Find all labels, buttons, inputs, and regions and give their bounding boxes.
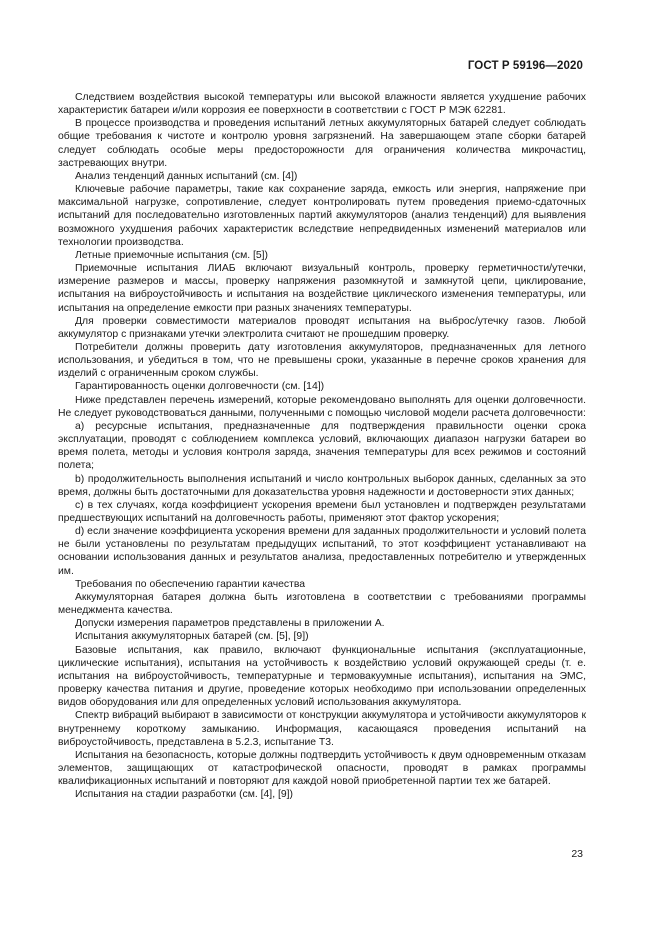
paragraph: Приемочные испытания ЛИАБ включают визуальный контроль, проверку герметичности/утечки, измерение размеров и массы, проверку напряжения разомкнутой и замкнутой цепи, циклирование, испытания на виброустойчивость и испытания на воздействие циклического изменения температуры, или испытания на определение емкости при разных значениях температуры.	[58, 263, 586, 314]
list-item: b) продолжительность выполнения испытаний и число контрольных выборок данных, сделанных за это время, должны быть достаточными для доказательства уровня надежности и достоверности этих данных;	[58, 473, 586, 498]
paragraph: Базовые испытания, как правило, включают функциональные испытания (эксплуатационные, циклические испытания), испытания на устойчивость к воздействию условий окружающей среды (т. е. испытания на виброустойчивость, температурные и термовакуумные испытания), испытания на ЭМС, проверку качества питания и другие, проведение которых необходимо при использовании определенных видов оборудования или для определенных условий использования аккумулятора.	[58, 644, 586, 709]
document-header: ГОСТ Р 59196—2020	[467, 60, 583, 72]
page-number: 23	[571, 848, 583, 860]
list-item: c) в тех случаях, когда коэффициент ускорения времени был установлен и подтвержден результатами предшествующих испытаний на долговечность работы, применяют этот фактор ускорения;	[58, 499, 586, 524]
paragraph: Для проверки совместимости материалов проводят испытания на выброс/утечку газов. Любой аккумулятор с признаками утечки электролита считают не прошедшим проверку.	[58, 315, 586, 340]
page-body	[58, 91, 586, 801]
paragraph: Следствием воздействия высокой температуры или высокой влажности является ухудшение рабочих характеристик батареи и/или коррозия ее поверхности в соответствии с ГОСТ Р МЭК 62281.	[58, 92, 586, 117]
section-heading: Испытания на стадии разработки (см. [4], [9])	[75, 789, 293, 801]
paragraph: Спектр вибраций выбирают в зависимости от конструкции аккумулятора и устойчивости аккумуляторов к внутреннему короткому замыканию. Информация, касающаяся проведения испытаний на виброустойчивость, представлена в 5.2.3, испытание Т3.	[58, 710, 586, 748]
paragraph: Допуски измерения параметров представлены в приложении А.	[75, 618, 385, 630]
section-heading: Испытания аккумуляторных батарей (см. [5], [9])	[75, 631, 309, 643]
paragraph: Аккумуляторная батарея должна быть изготовлена в соответствии с требованиями программы менеджмента качества.	[58, 591, 586, 617]
paragraph: В процессе производства и проведения испытаний летных аккумуляторных батарей следует соблюдать общие требования к чистоте и контролю уровня загрязнений. На завершающем этапе сборки батарей следует соблюдать особые меры предосторожности для ограничения количества микрочастиц, застревающих внутри.	[58, 118, 586, 169]
paragraph: Потребители должны проверить дату изготовления аккумуляторов, предназначенных для летного использования, и убедиться в том, что не превышены сроки, указанные в перечне сроков хранения для изделий с ограниченным сроком службы.	[58, 341, 586, 380]
section-heading: Анализ тенденций данных испытаний (см. [4])	[75, 170, 298, 182]
paragraph: Ключевые рабочие параметры, такие как сохранение заряда, емкость или энергия, напряжение при максимальной нагрузке, сопротивление, следует контролировать путем проведения приемо-сдаточных испытаний для последовательно изготовленных партий аккумуляторов (анализ тенденций) для выявления возможного ухудшения рабочих характеристик вследствие непредвиденных изменений материалов или технологии производства.	[58, 184, 586, 248]
list-item: d) если значение коэффициента ускорения времени для заданных продолжительности и условий полета не были установлены по результатам предыдущих испытаний, то этот коэффициент устанавливают на основании использования данных и результатов анализа, предоставленных потребителю и утвержденных им.	[58, 526, 586, 577]
section-heading: Требования по обеспечению гарантии качества	[75, 578, 306, 590]
paragraph: Испытания на безопасность, которые должны подтвердить устойчивость к двум одновременным отказам элементов, защищающих от катастрофической опасности, проводят в рамках программы квалификационных испытаний и повторяют для каждой новой приобретенной партии тех же батарей.	[58, 749, 586, 788]
paragraph: Ниже представлен перечень измерений, которые рекомендовано выполнять для оценки долговечности. Не следует руководствоваться данными, полученными с помощью числовой модели расчета долговечности:	[58, 394, 586, 419]
section-heading: Летные приемочные испытания (см. [5])	[75, 249, 269, 261]
section-heading: Гарантированность оценки долговечности (см. [14])	[75, 381, 325, 393]
list-item: а) ресурсные испытания, предназначенные для подтверждения правильности оценки срока эксплуатации, проводят с соблюдением комплекса условий, включающих диапазон нагрузки батареи во время полета, методы и условия контроля заряда, значения температуры для всех режимов и состояний полета;	[58, 420, 586, 472]
